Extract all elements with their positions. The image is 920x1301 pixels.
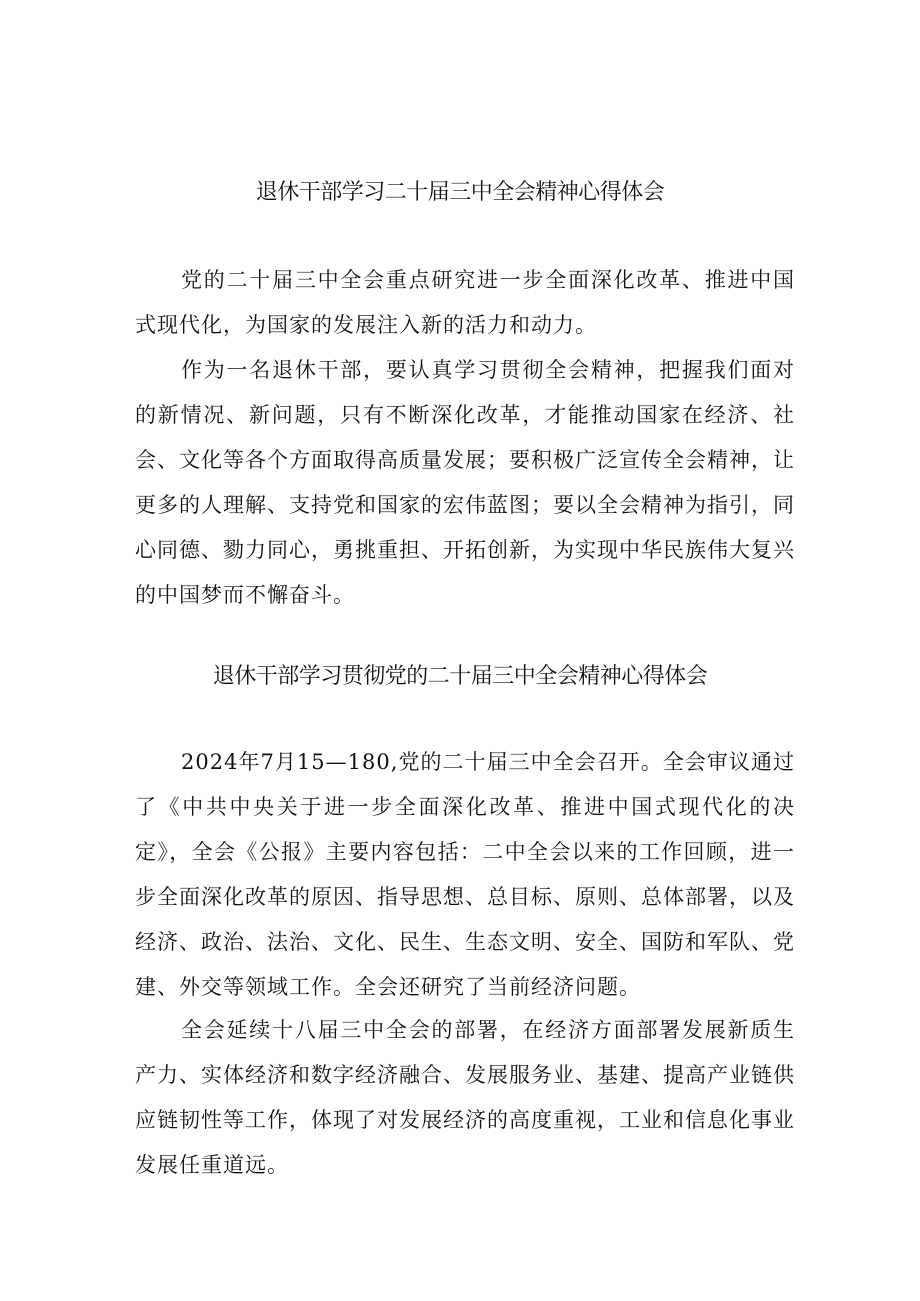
article-1-paragraph-2: 作为一名退休干部，要认真学习贯彻全会精神，把握我们面对的新情况、新问题，只有不断深化改革，才能推动国家在经济、社会、文化等各个方面取得高质量发展；要积极广泛宣传全会精神，让更多的人理解、支持党和国家的宏伟蓝图；要以全会精神为指引，同心同德、勠力同心，勇挑重担、开拓创新，为实现中华民族伟大复兴的中国梦而不懈奋斗。 [135, 358, 795, 607]
article-2-paragraph-2: 全会延续十八届三中全会的部署，在经济方面部署发展新质生产力、实体经济和数字经济融合、发展服务业、基建、提高产业链供应链韧性等工作，体现了对发展经济的高度重视，工业和信息化事业发展任重道远。 [135, 1018, 795, 1177]
article-2-paragraph-1: 2024年7月15—180,党的二十届三中全会召开。全会审议通过了《中共中央关于进一步全面深化改革、推进中国式现代化的决定》，全会《公报》主要内容包括：二中全会以来的工作回顾，进一步全面深化改革的原因、指导思想、总目标、原则、总体部署，以及经济、政治、法治、文化、民生、生态文明、安全、国防和军队、党建、外交等领域工作。全会还研究了当前经济问题。 [135, 750, 795, 999]
article-1-title: 退休干部学习二十届三中全会精神心得体会 [255, 180, 665, 205]
article-2-title: 退休干部学习贯彻党的二十届三中全会精神心得体会 [212, 664, 708, 689]
article-1-paragraph-1: 党的二十届三中全会重点研究进一步全面深化改革、推进中国式现代化，为国家的发展注入新的活力和动力。 [135, 268, 795, 337]
